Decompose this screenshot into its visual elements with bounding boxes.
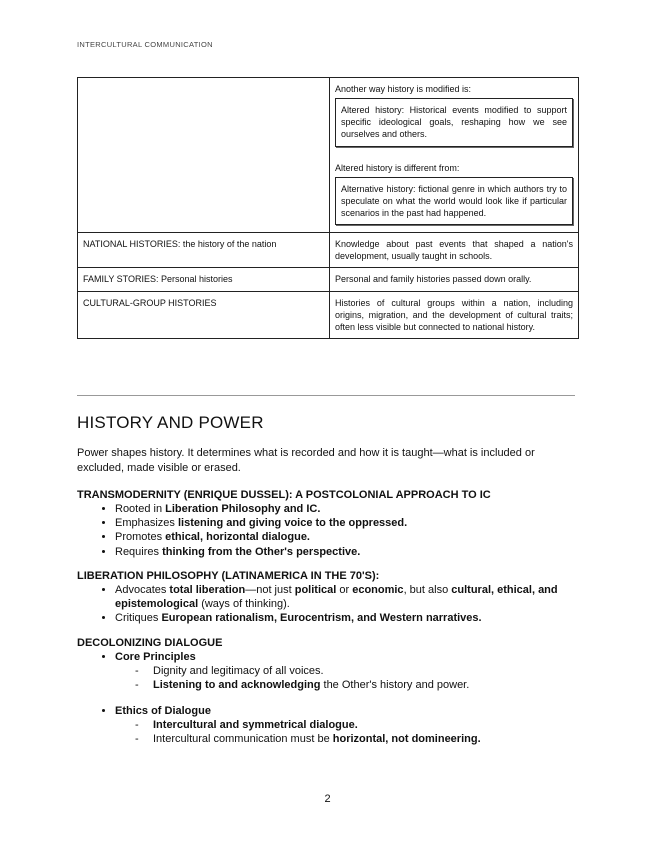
list-item: - Dignity and legitimacy of all voices. — [153, 664, 582, 678]
table-row — [78, 233, 579, 268]
decolonizing-section — [77, 636, 582, 746]
liberation-section — [77, 569, 582, 626]
core-principles-list — [115, 664, 582, 692]
ethics-list — [115, 718, 582, 746]
liberation-list — [77, 583, 582, 625]
desc-cell: Knowledge about past events that shaped a nation's development, usually taught in schools. — [330, 233, 579, 268]
list-item: • Emphasizes listening and giving voice to the oppressed. — [115, 516, 582, 530]
running-header: INTERCULTURAL COMMUNICATION — [77, 40, 213, 49]
note-modified: Another way history is modified is: — [335, 84, 472, 94]
transmodernity-list — [77, 502, 582, 558]
transmodernity-title: TRANSMODERNITY (ENRIQUE DUSSEL): A POSTCOLONIAL APPROACH TO IC — [77, 489, 491, 501]
liberation-title: LIBERATION PHILOSOPHY (LATINAMERICA IN THE 70'S): — [77, 570, 380, 582]
section-heading: HISTORY AND POWER — [77, 413, 264, 432]
note-different: Altered history is different from: — [335, 162, 460, 173]
altered-history-box: Altered history: Historical events modified to support specific ideological goals, reshaping how we see ourselves and others. — [335, 98, 573, 146]
term-cell: FAMILY STORIES: Personal histories — [78, 268, 330, 291]
table-cell-empty — [78, 78, 330, 233]
list-item: • Requires thinking from the Other's perspective. — [115, 545, 582, 559]
list-item: • Promotes ethical, horizontal dialogue. — [115, 530, 582, 544]
term-cell: CULTURAL-GROUP HISTORIES — [78, 291, 330, 338]
list-item: • Core Principles - Dignity and legitimacy of all voices. - Listening to and acknowledging the Other's history and power. — [115, 650, 582, 692]
transmodernity-section — [77, 488, 582, 559]
list-item: • Ethics of Dialogue - Intercultural and symmetrical dialogue. - Intercultural communication must be horizontal, not domineering. — [115, 704, 582, 746]
list-item: - Intercultural communication must be horizontal, not domineering. — [153, 732, 582, 746]
history-types-table — [77, 77, 579, 339]
page-number: 2 — [324, 793, 331, 805]
table-row — [78, 268, 579, 291]
desc-cell: Personal and family histories passed down orally. — [330, 268, 579, 291]
list-item: - Intercultural and symmetrical dialogue. — [153, 718, 582, 732]
desc-cell: Histories of cultural groups within a nation, including origins, migration, and the development of cultural traits; often less visible but connected to national history. — [330, 291, 579, 338]
list-item: - Listening to and acknowledging the Other's history and power. — [153, 678, 582, 692]
table-row — [78, 78, 579, 233]
divider — [77, 395, 575, 396]
list-item: • Advocates total liberation—not just political or economic, but also cultural, ethical, and epistemological (ways of thinking). — [115, 583, 582, 611]
table-cell-modified-history — [330, 78, 579, 233]
term-cell: NATIONAL HISTORIES: the history of the nation — [78, 233, 330, 268]
alternative-history-box: Alternative history: fictional genre in which authors try to speculate on what the world would look like if particular scenarios in the past had happened. — [335, 177, 573, 225]
decolonizing-title: DECOLONIZING DIALOGUE — [77, 637, 223, 649]
table-row — [78, 291, 579, 338]
list-item: • Critiques European rationalism, Eurocentrism, and Western narratives. — [115, 611, 582, 625]
decolonizing-list — [77, 650, 582, 745]
intro-paragraph: Power shapes history. It determines what is recorded and how it is taught—what is included or excluded, made visible or erased. — [77, 447, 535, 474]
list-item: • Rooted in Liberation Philosophy and IC. — [115, 502, 582, 516]
